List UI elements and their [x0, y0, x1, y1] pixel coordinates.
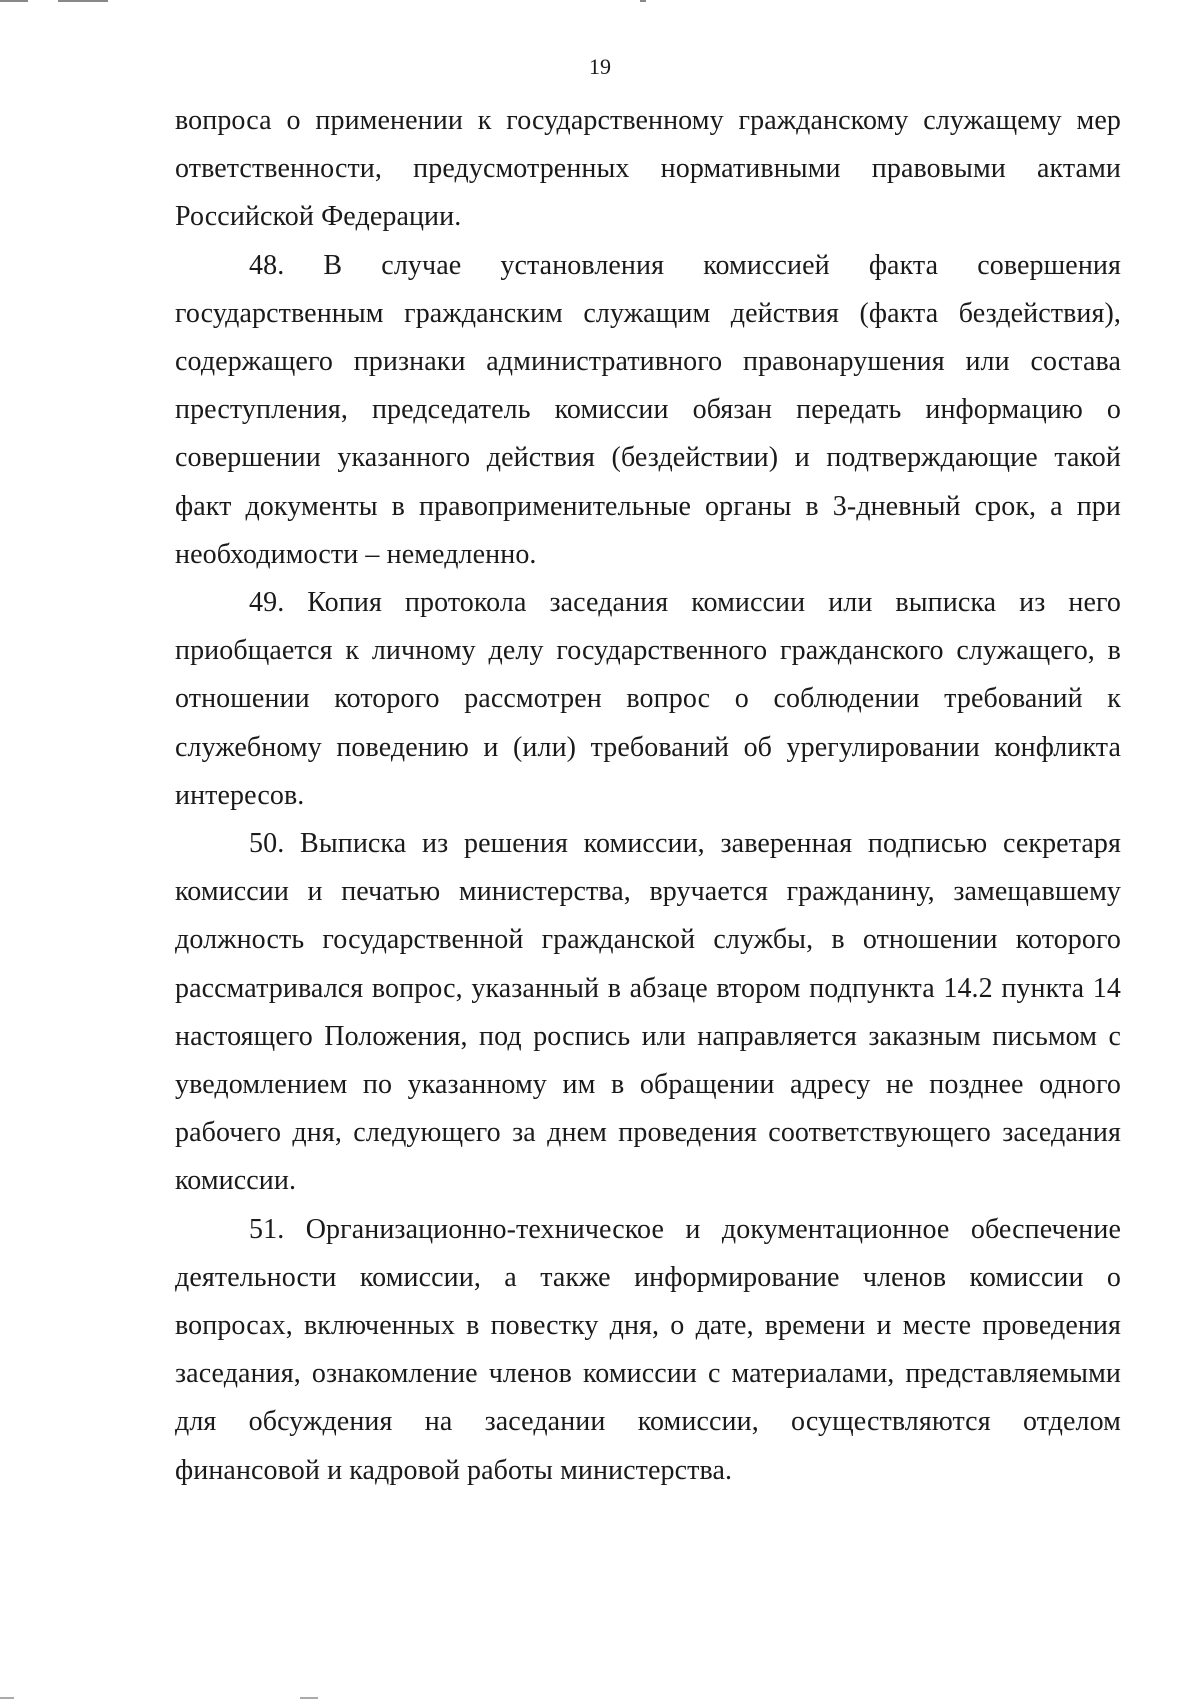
paragraph-continuation: вопроса о применении к государственному гражданскому служащему мер ответственности, предусмотренных нормативными правовыми актами Российской Федерации.	[175, 105, 1121, 233]
page-number: 19	[589, 54, 611, 79]
paragraph-item-51: 51. Организационно-техническое и документационное обеспечение деятельности комиссии, а также информирование членов комиссии о вопросах, включенных в повестку дня, о дате, времени и месте проведения заседания, ознакомление членов комиссии с материалами, представляемыми для обсуждения на заседании комиссии, осуществляются отделом финансовой и кадровой работы министерства.	[175, 1213, 1121, 1486]
paragraph-item-50: 50. Выписка из решения комиссии, заверенная подписью секретаря комиссии и печатью министерства, вручается гражданину, замещавшему должность государственной гражданской службы, в отношении которого рассматривался вопрос, указанный в абзаце втором подпункта 14.2 пункта 14 настоящего Положения, под роспись или направляется заказным письмом с уведомлением по указанному им в обращении адресу не позднее одного рабочего дня, следующего за днем проведения соответствующего заседания комиссии.	[175, 828, 1121, 1197]
paragraph-item-48: 48. В случае установления комиссией факта совершения государственным гражданским служащим действия (факта бездействия), содержащего признаки административного правонарушения или состава преступления, председатель комиссии обязан передать информацию о совершении указанного действия (бездействии) и подтверждающие такой факт документы в правоприменительные органы в 3-дневный срок, а при необходимости – немедленно.	[175, 249, 1121, 570]
document-body	[175, 97, 1121, 1495]
paragraph-item-49: 49. Копия протокола заседания комиссии или выписка из него приобщается к личному делу государственного гражданского служащего, в отношении которого рассмотрен вопрос о соблюдении требований к служебному поведению и (или) требований об урегулировании конфликта интересов.	[175, 587, 1121, 811]
scan-edge-marks-bottom	[0, 1695, 1200, 1701]
scan-edge-marks-top	[0, 0, 1200, 4]
